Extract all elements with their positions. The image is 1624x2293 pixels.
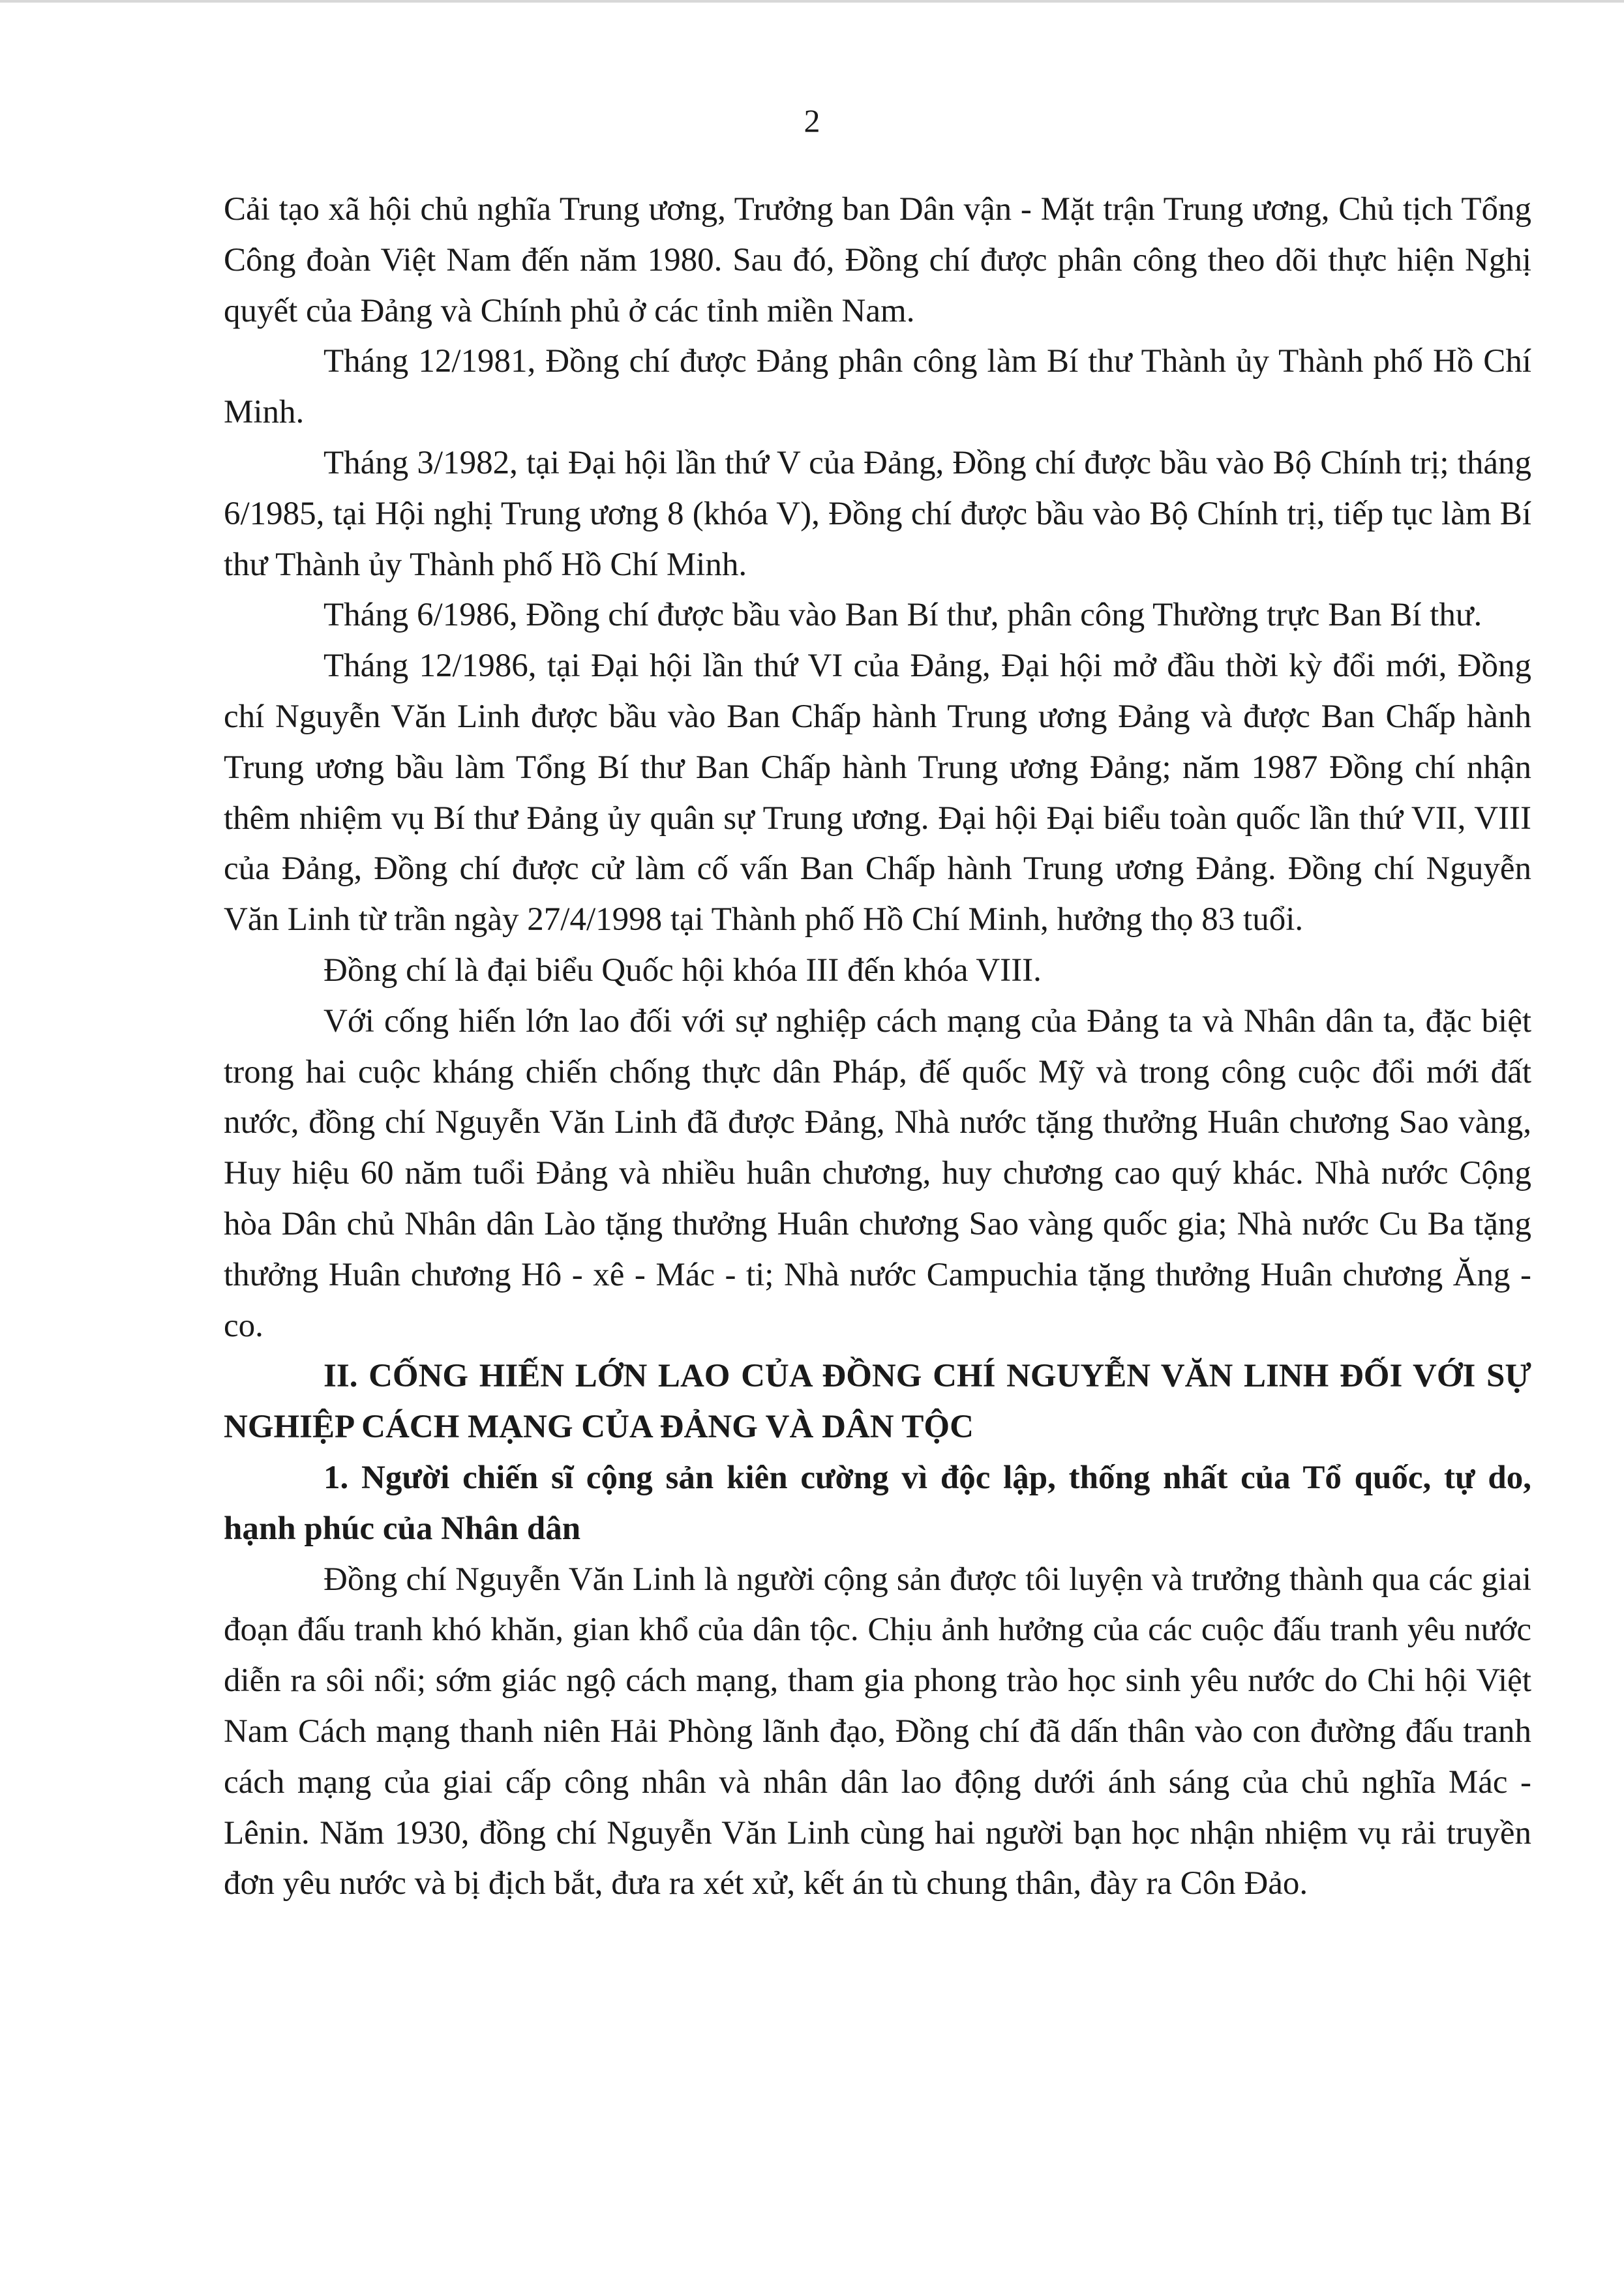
paragraph-1986-secretariat: Tháng 6/1986, Đồng chí được bầu vào Ban Bí thư, phân công Thường trực Ban Bí thư. [323, 597, 1482, 634]
paragraph-early-life: Đồng chí Nguyễn Văn Linh là người cộng sản được tôi luyện và trưởng thành qua các giai đoạn đấu tranh khó khăn, gian khổ của dân tộc. Chịu ảnh hưởng của các cuộc đấu tranh yêu nước diễn ra sôi nổi; sớm giác ngộ cách mạng, tham gia phong trào học sinh yêu nước do Chi hội Việt Nam Cách mạng thanh niên Hải Phòng lãnh đạo, Đồng chí đã dấn thân vào con đường đấu tranh cách mạng của giai cấp công nhân và nhân dân lao động dưới ánh sáng của chủ nghĩa Mác - Lênin. Năm 1930, đồng chí Nguyễn Văn Linh cùng hai người bạn học nhận nhiệm vụ rải truyền đơn yêu nước và bị địch bắt, đưa ra xét xử, kết án tù chung thân, đày ra Côn Đảo. [224, 1561, 1531, 1902]
document-body [224, 185, 1531, 1910]
page-number: 2 [804, 102, 820, 139]
subsection-heading: 1. Người chiến sĩ cộng sản kiên cường vì độc lập, thống nhất của Tổ quốc, tự do, hạnh phúc của Nhân dân [224, 1459, 1531, 1547]
top-scan-edge [0, 0, 1624, 3]
paragraph-1982: Tháng 3/1982, tại Đại hội lần thứ V của Đảng, Đồng chí được bầu vào Bộ Chính trị; tháng 6/1985, tại Hội nghị Trung ương 8 (khóa V), Đồng chí được bầu vào Bộ Chính trị, tiếp tục làm Bí thư Thành ủy Thành phố Hồ Chí Minh. [224, 444, 1531, 583]
paragraph-national-assembly: Đồng chí là đại biểu Quốc hội khóa III đến khóa VIII. [323, 952, 1042, 989]
paragraph-continuation: Cải tạo xã hội chủ nghĩa Trung ương, Trưởng ban Dân vận - Mặt trận Trung ương, Chủ tịch Tổng Công đoàn Việt Nam đến năm 1980. Sau đó, Đồng chí được phân công theo dõi thực hiện Nghị quyết của Đảng và Chính phủ ở các tỉnh miền Nam. [224, 191, 1531, 329]
paragraph-1981: Tháng 12/1981, Đồng chí được Đảng phân công làm Bí thư Thành ủy Thành phố Hồ Chí Minh. [224, 343, 1531, 431]
section-heading: II. CỐNG HIẾN LỚN LAO CỦA ĐỒNG CHÍ NGUYỄN VĂN LINH ĐỐI VỚI SỰ NGHIỆP CÁCH MẠNG CỦA ĐẢNG VÀ DÂN TỘC [224, 1358, 1531, 1446]
paragraph-awards: Với cống hiến lớn lao đối với sự nghiệp cách mạng của Đảng ta và Nhân dân ta, đặc biệt trong hai cuộc kháng chiến chống thực dân Pháp, đế quốc Mỹ và trong công cuộc đổi mới đất nước, đồng chí Nguyễn Văn Linh đã được Đảng, Nhà nước tặng thưởng Huân chương Sao vàng, Huy hiệu 60 năm tuổi Đảng và nhiều huân chương, huy chương cao quý khác. Nhà nước Cộng hòa Dân chủ Nhân dân Lào tặng thưởng Huân chương Sao vàng quốc gia; Nhà nước Cu Ba tặng thưởng Huân chương Hô - xê - Mác - ti; Nhà nước Campuchia tặng thưởng Huân chương Ăng - co. [224, 1002, 1531, 1344]
paragraph-1986-congress: Tháng 12/1986, tại Đại hội lần thứ VI của Đảng, Đại hội mở đầu thời kỳ đổi mới, Đồng chí Nguyễn Văn Linh được bầu vào Ban Chấp hành Trung ương Đảng và được Ban Chấp hành Trung ương bầu làm Tổng Bí thư Ban Chấp hành Trung ương Đảng; năm 1987 Đồng chí nhận thêm nhiệm vụ Bí thư Đảng ủy quân sự Trung ương. Đại hội Đại biểu toàn quốc lần thứ VII, VIII của Đảng, Đồng chí được cử làm cố vấn Ban Chấp hành Trung ương Đảng. Đồng chí Nguyễn Văn Linh từ trần ngày 27/4/1998 tại Thành phố Hồ Chí Minh, hưởng thọ 83 tuổi. [224, 648, 1531, 938]
